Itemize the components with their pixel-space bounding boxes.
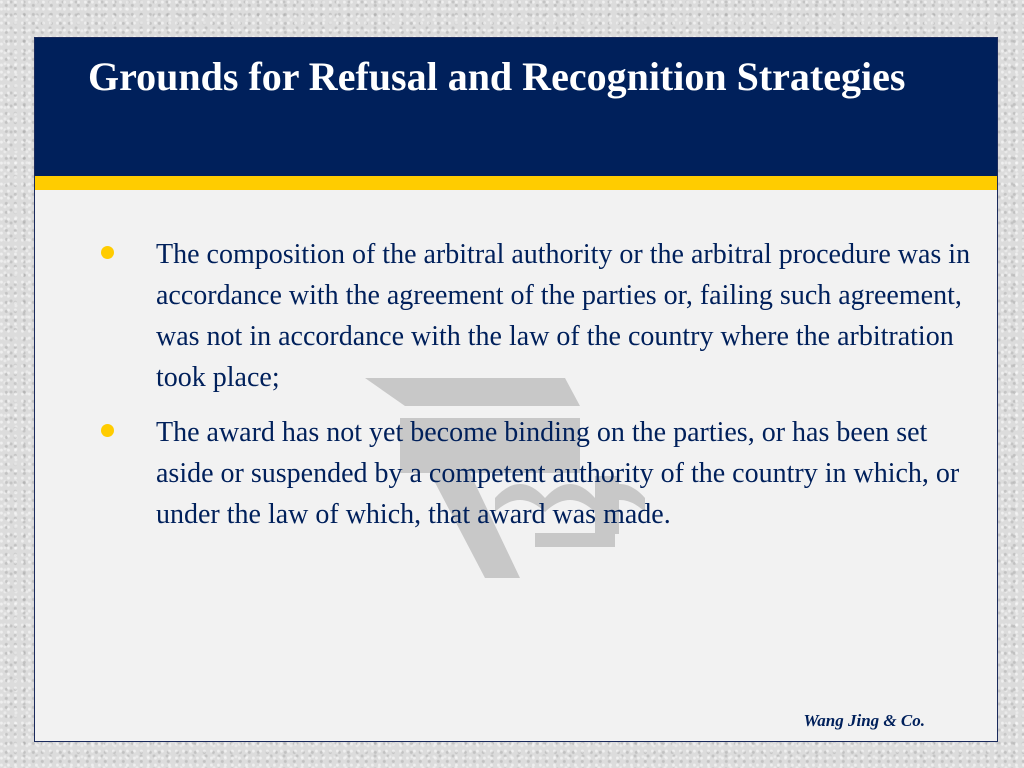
list-item xyxy=(101,412,981,535)
bullet-text: The award has not yet become binding on the parties, or has been set aside or suspended by a competent authority of the country in which, or under the law of which, that award was made. xyxy=(156,417,960,530)
footer-credit: Wang Jing & Co. xyxy=(803,711,925,730)
bullet-text: The composition of the arbitral authority or the arbitral procedure was in accordance with the agreement of the parties or, failing such agreement, was not in accordance with the law of the country where the arbitration took place; xyxy=(156,239,971,393)
slide xyxy=(34,37,998,742)
bullet-list xyxy=(101,234,981,549)
title-bar xyxy=(35,38,997,176)
bullet-dot-icon xyxy=(101,246,114,259)
accent-stripe xyxy=(35,176,997,190)
slide-title: Grounds for Refusal and Recognition Strategies xyxy=(88,54,906,99)
bullet-dot-icon xyxy=(101,424,114,437)
list-item xyxy=(101,234,981,398)
